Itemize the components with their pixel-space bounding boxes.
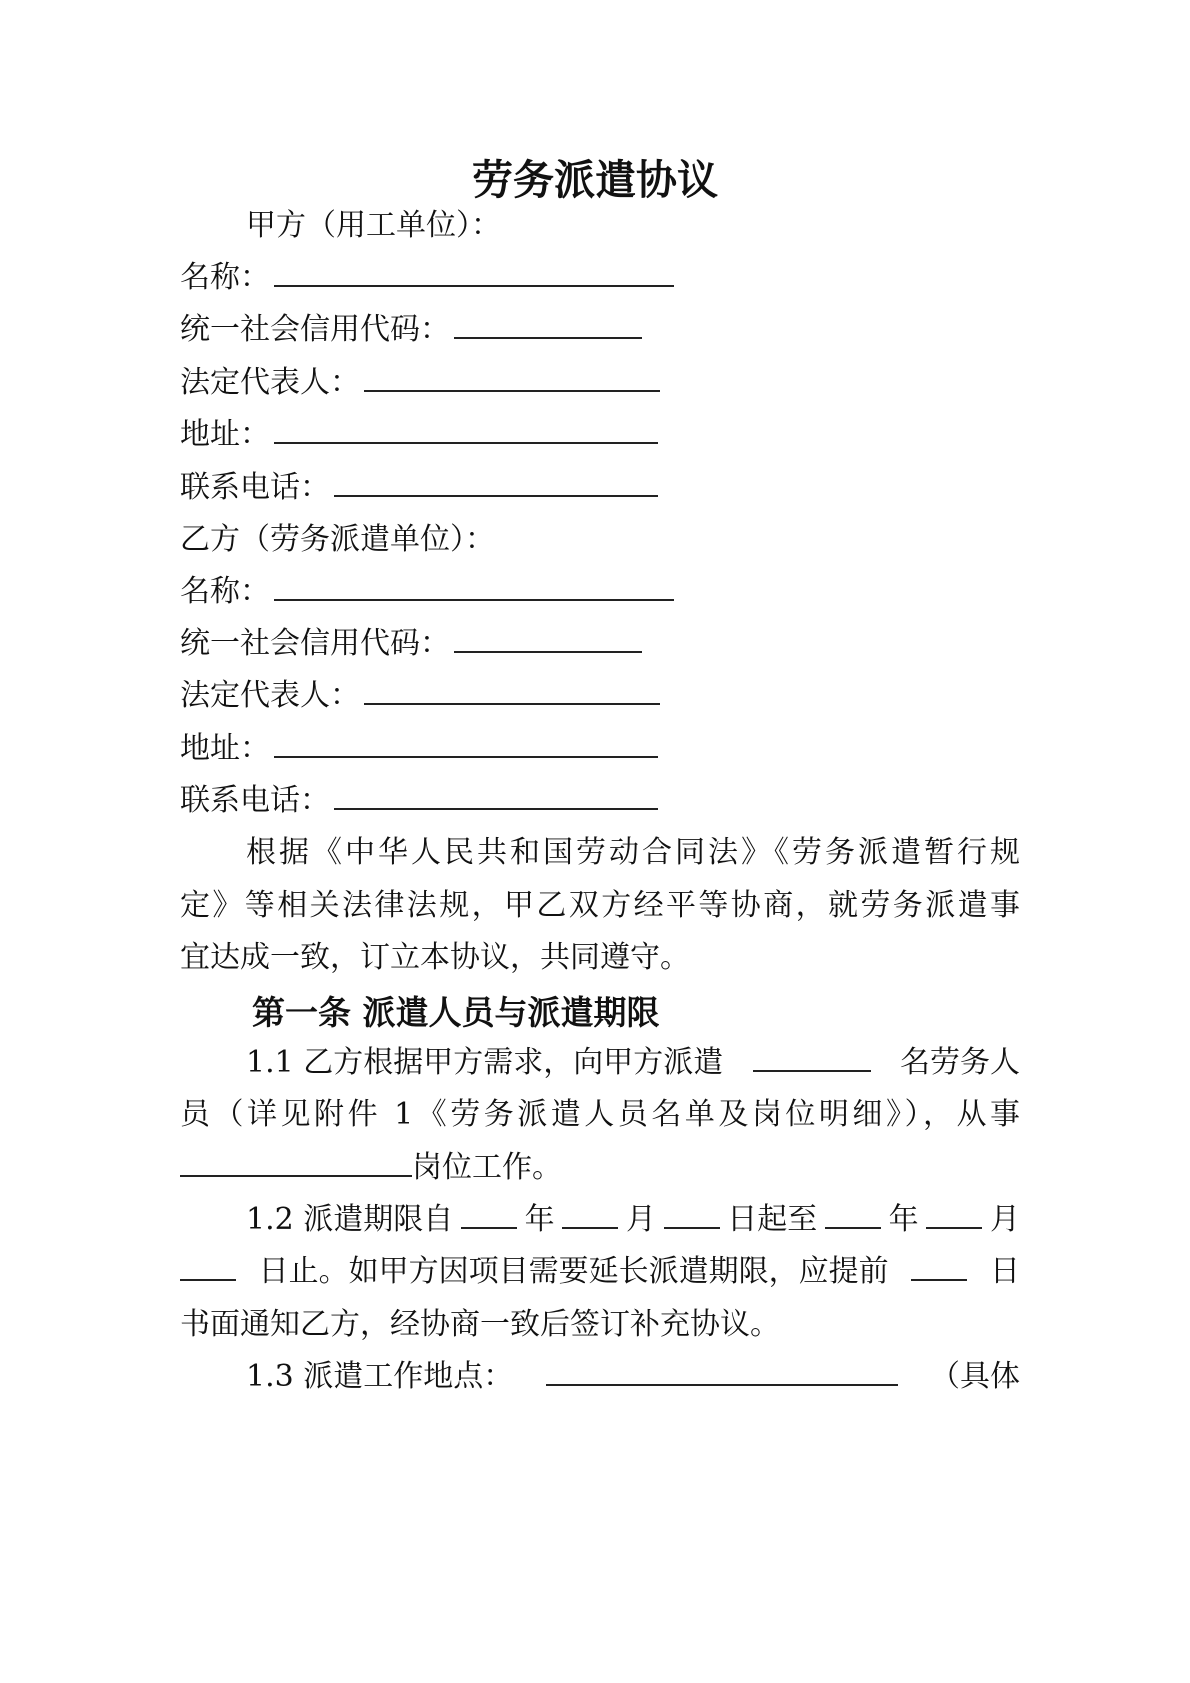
clause-1-3-text-a: 1.3 派遣工作地点： xyxy=(246,1359,514,1394)
party-b-phone-field[interactable] xyxy=(334,780,658,810)
end-month-field[interactable] xyxy=(926,1199,982,1229)
party-a-legal-rep-row xyxy=(180,361,1020,405)
start-year-field[interactable] xyxy=(461,1199,517,1229)
article-1-heading: 第一条 派遣人员与派遣期限 xyxy=(252,993,660,1032)
party-a-credit-code-field[interactable] xyxy=(454,309,642,339)
clause-1-2-text-a: 1.2 派遣期限自 xyxy=(246,1202,454,1237)
start-day-field[interactable] xyxy=(664,1199,720,1229)
end-day-field[interactable] xyxy=(180,1251,236,1281)
preamble-line-3: 宜达成一致，订立本协议，共同遵守。 xyxy=(180,940,690,975)
party-a-credit-code-row xyxy=(180,308,1020,352)
clause-1-2-text-b: 日止。如甲方因项目需要延长派遣期限，应提前 xyxy=(258,1254,889,1289)
party-a-heading: 甲方（用工单位）： xyxy=(246,208,501,243)
party-b-name-field[interactable] xyxy=(274,571,674,601)
party-a-address-row xyxy=(180,413,1020,457)
party-b-phone-row xyxy=(180,779,1020,823)
clause-1-1-text-b: 名劳务人 xyxy=(900,1045,1020,1080)
party-a-address-label: 地址： xyxy=(180,417,270,452)
document-title: 劳务派遣协议 xyxy=(472,156,718,204)
clause-1-1-text-c: 岗位工作。 xyxy=(412,1150,562,1185)
party-b-legal-rep-label: 法定代表人： xyxy=(180,678,360,713)
party-b-legal-rep-row xyxy=(180,674,1020,718)
party-b-credit-code-label: 统一社会信用代码： xyxy=(180,626,450,661)
party-b-heading: 乙方（劳务派遣单位）： xyxy=(180,522,495,557)
party-b-credit-code-field[interactable] xyxy=(454,623,642,653)
party-a-phone-field[interactable] xyxy=(334,467,658,497)
year-label-2: 年 xyxy=(888,1202,919,1237)
party-a-address-field[interactable] xyxy=(274,414,658,444)
clause-1-1-text-a: 1.1 乙方根据甲方需求，向甲方派遣 xyxy=(246,1045,724,1080)
clause-1-3-line-1 xyxy=(246,1355,1020,1399)
clause-1-1-line-2: 员（详见附件 1《劳务派遣人员名单及岗位明细》），从事 xyxy=(180,1097,1020,1132)
month-label-2: 月 xyxy=(989,1202,1020,1237)
party-a-credit-code-label: 统一社会信用代码： xyxy=(180,312,450,347)
clause-1-1-line-1 xyxy=(246,1041,1020,1085)
party-b-legal-rep-field[interactable] xyxy=(364,675,660,705)
clause-1-2-line-3: 书面通知乙方，经协商一致后签订补充协议。 xyxy=(180,1307,780,1342)
day-label: 日 xyxy=(989,1254,1020,1289)
clause-1-2-line-2 xyxy=(180,1250,1020,1294)
end-year-field[interactable] xyxy=(825,1199,881,1229)
party-a-legal-rep-field[interactable] xyxy=(364,362,660,392)
position-field[interactable] xyxy=(180,1147,412,1177)
party-a-phone-label: 联系电话： xyxy=(180,470,330,505)
clause-1-2-line-1 xyxy=(246,1198,1020,1242)
party-a-legal-rep-label: 法定代表人： xyxy=(180,365,360,400)
day-start-label: 日起至 xyxy=(727,1202,818,1237)
month-label-1: 月 xyxy=(625,1202,656,1237)
year-label-1: 年 xyxy=(524,1202,555,1237)
work-location-field[interactable] xyxy=(546,1356,898,1386)
dispatch-count-field[interactable] xyxy=(753,1042,871,1072)
start-month-field[interactable] xyxy=(562,1199,618,1229)
preamble-line-2: 定》等相关法律法规，甲乙双方经平等协商，就劳务派遣事 xyxy=(180,888,1020,923)
party-a-name-label: 名称： xyxy=(180,260,270,295)
party-b-address-row xyxy=(180,727,1020,771)
party-a-name-row xyxy=(180,256,1020,300)
party-b-phone-label: 联系电话： xyxy=(180,783,330,818)
clause-1-3-text-b: （具体 xyxy=(930,1359,1020,1394)
party-b-address-label: 地址： xyxy=(180,731,270,766)
party-b-name-label: 名称： xyxy=(180,574,270,609)
party-a-name-field[interactable] xyxy=(274,257,674,287)
notice-days-field[interactable] xyxy=(911,1251,967,1281)
party-b-credit-code-row xyxy=(180,622,1020,666)
party-b-name-row xyxy=(180,570,1020,614)
preamble-line-1: 根据《中华人民共和国劳动合同法》《劳务派遣暂行规 xyxy=(246,835,1020,870)
clause-1-1-line-3 xyxy=(180,1146,1020,1190)
party-a-phone-row xyxy=(180,466,1020,510)
party-b-address-field[interactable] xyxy=(274,728,658,758)
